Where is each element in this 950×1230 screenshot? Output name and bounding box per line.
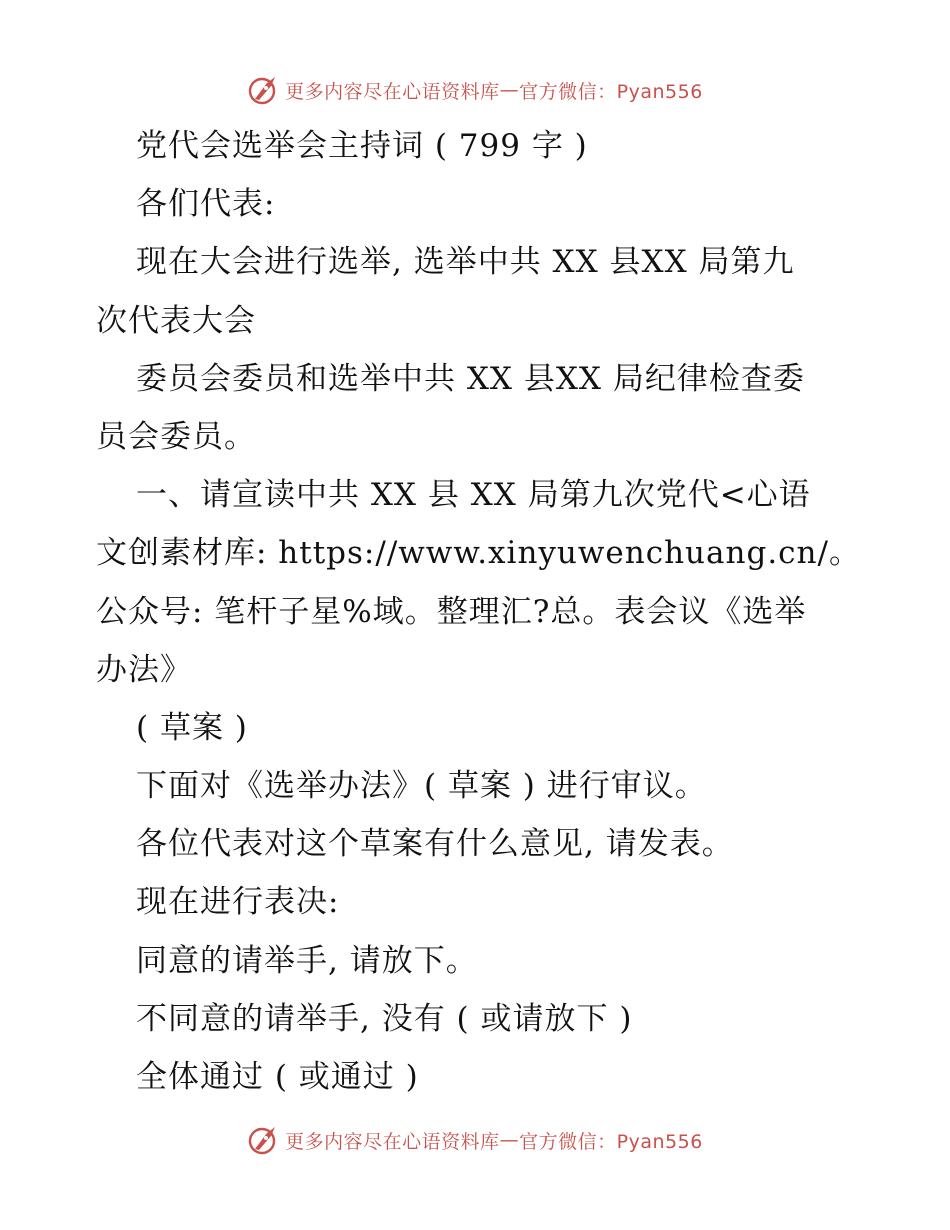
footer-contact-text: 官方微信：Pyan556 (519, 1130, 703, 1153)
document-line: 现在大会进行选举, 选举中共 XX 县XX 局第九 (136, 244, 795, 281)
pen-nib-logo-icon (247, 73, 281, 107)
header-banner (0, 70, 950, 110)
document-line: 下面对《选举办法》( 草案 ) 进行审议。 (136, 768, 707, 805)
footer-main-text: 更多内容尽在心语资料库 (285, 1130, 500, 1153)
footer-separator: — (499, 1129, 520, 1151)
document-line: 各位代表对这个草案有什么意见, 请发表。 (136, 826, 734, 863)
header-separator: — (499, 79, 520, 101)
document-line: 全体通过 ( 或通过 ) (136, 1059, 419, 1095)
document-line: 一、请宣读中共 XX 县 XX 局第九次党代<心语 (136, 477, 811, 514)
document-line: 委员会委员和选举中共 XX 县XX 局纪律检查委 (136, 360, 805, 397)
document-line: 次代表大会 (96, 302, 256, 339)
document-line: 员会委员。 (96, 418, 256, 455)
header-main-text: 更多内容尽在心语资料库 (285, 80, 500, 103)
pen-nib-logo-icon (247, 1123, 281, 1157)
header-contact-text: 官方微信：Pyan556 (519, 80, 703, 103)
document-line: 不同意的请举手, 没有 ( 或请放下 ) (136, 1000, 633, 1037)
document-line: ( 草案 ) (136, 709, 248, 746)
document-line: 文创素材库: https://www.xinyuwenchuang.cn/。 (96, 535, 861, 572)
document-body (96, 117, 861, 1106)
document-line: 办法》 (96, 651, 192, 688)
document-line: 现在进行表决: (136, 884, 340, 921)
document-line: 各们代表: (136, 186, 276, 223)
document-line: 公众号: 笔杆子星%域。整理汇?总。表会议《选举 (96, 593, 807, 630)
footer-banner (0, 1120, 950, 1160)
document-title: 党代会选举会主持词 ( 799 字 ) (136, 128, 588, 164)
document-line: 同意的请举手, 请放下。 (136, 942, 478, 979)
